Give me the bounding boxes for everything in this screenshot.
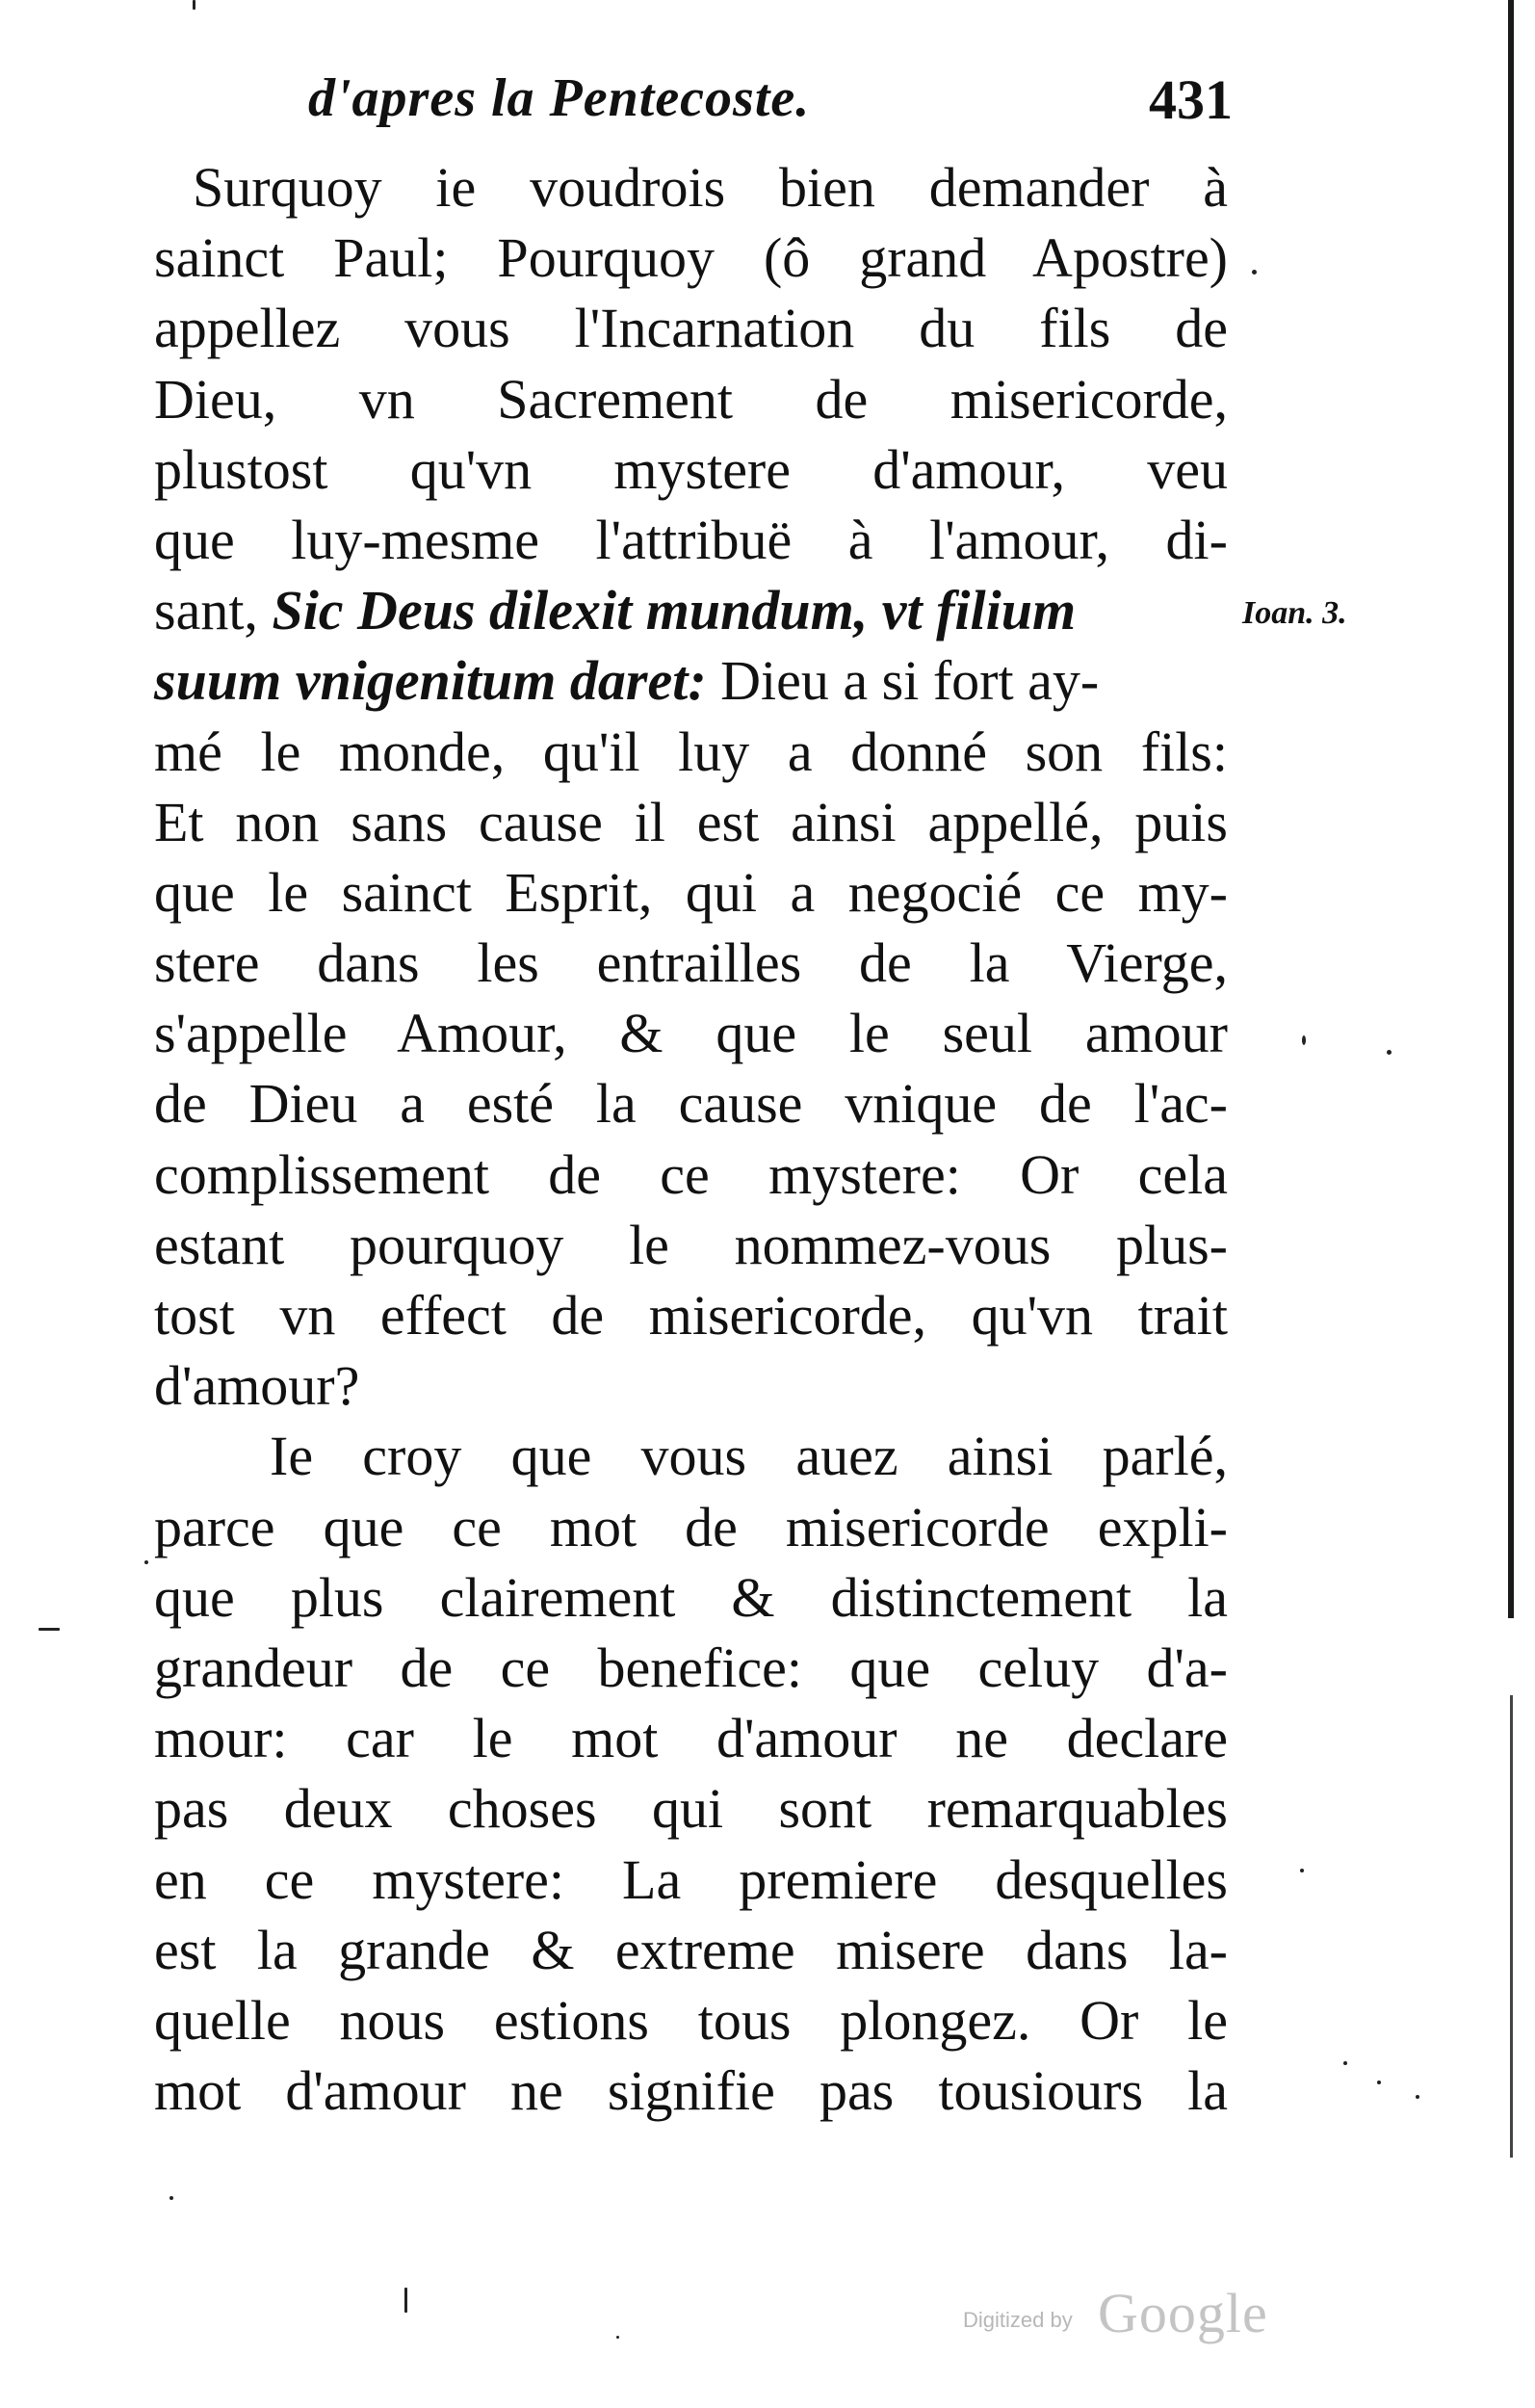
page-number: 431 <box>1149 68 1233 131</box>
ink-speck <box>1387 1050 1392 1055</box>
ink-speck <box>144 1560 148 1564</box>
text-line: que le sainct Esprit, qui a negocié ce my- <box>154 860 1228 924</box>
ink-speck <box>1343 2061 1347 2065</box>
ink-speck <box>404 2288 407 2313</box>
text-line: d'amour? <box>154 1354 360 1418</box>
ink-speck <box>169 2196 173 2200</box>
text-fragment: Dieu a si fort ay- <box>720 649 1100 713</box>
text-line: Surquoy ie voudrois bien demander à <box>193 156 1228 219</box>
text-line: mot d'amour ne signifie pas tousiours la <box>154 2059 1228 2123</box>
text-line: appellez vous l'Incarnation du fils de <box>154 297 1228 360</box>
ink-speck <box>193 0 195 10</box>
text-line: Ie croy que vous auez ainsi parlé, <box>270 1425 1228 1488</box>
page-edge-shadow-lower <box>1510 1695 1513 2158</box>
text-line-latin <box>154 645 1228 716</box>
text-line: grandeur de ce benefice: que celuy d'a- <box>154 1636 1228 1699</box>
text-line: est la grande & extreme misere dans la- <box>154 1918 1228 1981</box>
ink-speck <box>1416 2095 1419 2099</box>
text-line: complissement de ce mystere: Or cela <box>154 1142 1228 1206</box>
text-fragment: sant, <box>154 579 273 642</box>
google-watermark <box>963 2283 1310 2350</box>
text-line: plustost qu'vn mystere d'amour, veu <box>154 437 1228 501</box>
text-line: pas deux choses qui sont remarquables <box>154 1777 1228 1841</box>
page-header <box>154 67 1233 154</box>
text-line: en ce mystere: La premiere desquelles <box>154 1847 1228 1911</box>
text-line: Dieu, vn Sacrement de misericorde, <box>154 367 1228 431</box>
ink-speck <box>1377 2081 1381 2084</box>
digitized-label: Digitized by <box>963 2308 1073 2332</box>
text-line: sainct Paul; Pourquoy (ô grand Apostre) <box>154 226 1228 290</box>
text-line: que plus clairement & distinctement la <box>154 1565 1228 1629</box>
google-logo: Google <box>1098 2282 1268 2344</box>
latin-quote-end: suum vnigenitum daret: <box>154 649 721 713</box>
text-line: mé le monde, qu'il luy a donné son fils: <box>154 720 1228 783</box>
text-line: mour: car le mot d'amour ne declare <box>154 1707 1228 1770</box>
ink-speck <box>39 1628 60 1631</box>
text-line: que luy-mesme l'attribuë à l'amour, di- <box>154 508 1228 571</box>
text-line: stere dans les entrailles de la Vierge, <box>154 931 1228 995</box>
latin-quote: Sic Deus dilexit mundum, vt filium <box>272 579 1077 642</box>
text-line-latin <box>154 575 1228 645</box>
page-edge-shadow <box>1508 0 1514 1618</box>
running-head: d'apres la Pentecoste. <box>308 68 811 128</box>
text-line: Et non sans cause il est ainsi appellé, puis <box>154 790 1228 853</box>
ink-speck <box>616 2336 619 2339</box>
text-line: tost vn effect de misericorde, qu'vn trait <box>154 1284 1228 1347</box>
ink-speck <box>1252 270 1257 275</box>
text-line: s'appelle Amour, & que le seul amour <box>154 1002 1228 1065</box>
text-line: parce que ce mot de misericorde expli- <box>154 1495 1228 1558</box>
ink-speck <box>1300 1869 1304 1872</box>
text-line: de Dieu a esté la cause vnique de l'ac- <box>154 1072 1228 1136</box>
text-line: quelle nous estions tous plongez. Or le <box>154 1988 1228 2052</box>
margin-note: Ioan. 3. <box>1242 595 1347 631</box>
body-text <box>154 152 1228 2126</box>
text-line: estant pourquoy le nommez-vous plus- <box>154 1213 1228 1276</box>
ink-speck <box>1302 1035 1306 1045</box>
